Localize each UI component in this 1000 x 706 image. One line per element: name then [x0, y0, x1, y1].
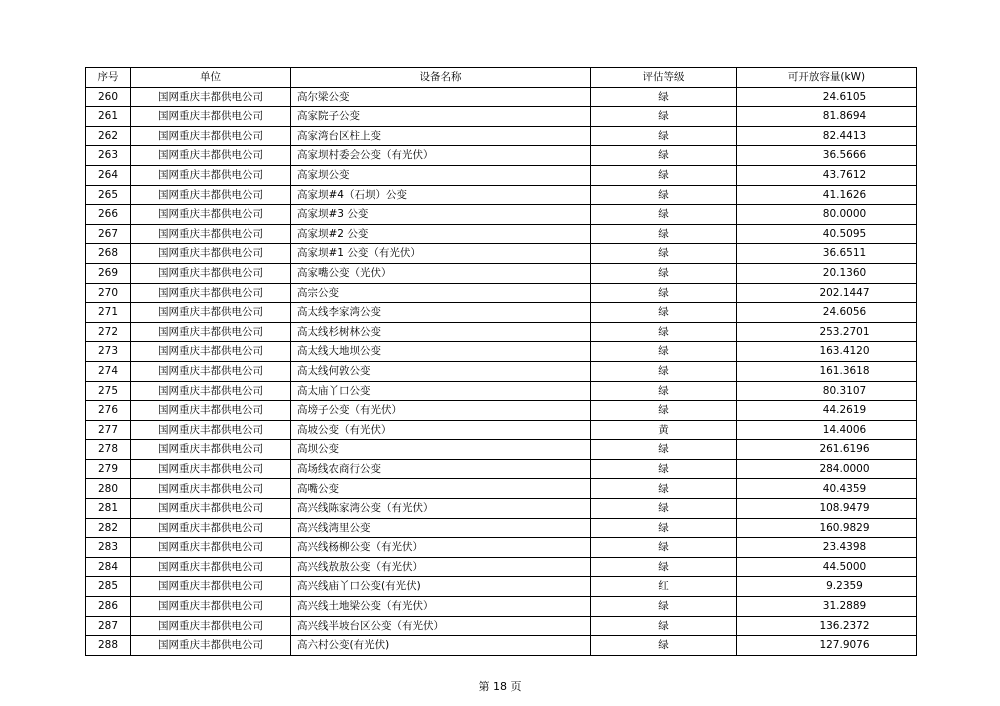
cell-seq: 284: [86, 557, 131, 577]
cell-seq: 261: [86, 107, 131, 127]
cell-rating: 绿: [591, 303, 737, 323]
table-row: [86, 459, 917, 479]
cell-device-name: 高家坝#1 公变（有光伏）: [291, 244, 591, 264]
cell-device-name: 高家院子公变: [291, 107, 591, 127]
cell-seq: 282: [86, 518, 131, 538]
cell-unit: 国网重庆丰都供电公司: [131, 185, 291, 205]
cell-seq: 260: [86, 87, 131, 107]
cell-unit: 国网重庆丰都供电公司: [131, 303, 291, 323]
cell-device-name: 高兴线敖敖公变（有光伏）: [291, 557, 591, 577]
cell-rating: 黄: [591, 420, 737, 440]
header-rating: 评估等级: [591, 68, 737, 88]
cell-unit: 国网重庆丰都供电公司: [131, 616, 291, 636]
cell-device-name: 高尔梁公变: [291, 87, 591, 107]
table-row: [86, 420, 917, 440]
table-row: [86, 185, 917, 205]
table-row: [86, 146, 917, 166]
cell-device-name: 高家坝村委会公变（有光伏）: [291, 146, 591, 166]
cell-capacity: 40.4359: [737, 479, 917, 499]
cell-capacity: 36.6511: [737, 244, 917, 264]
cell-device-name: 高家坝#2 公变: [291, 224, 591, 244]
page-number: 第 18 页: [478, 680, 522, 693]
table-row: [86, 616, 917, 636]
cell-device-name: 高场线农商行公变: [291, 459, 591, 479]
cell-seq: 278: [86, 440, 131, 460]
cell-seq: 269: [86, 263, 131, 283]
cell-unit: 国网重庆丰都供电公司: [131, 401, 291, 421]
cell-capacity: 24.6105: [737, 87, 917, 107]
capacity-table: [85, 67, 917, 656]
cell-unit: 国网重庆丰都供电公司: [131, 577, 291, 597]
cell-unit: 国网重庆丰都供电公司: [131, 361, 291, 381]
cell-rating: 绿: [591, 224, 737, 244]
cell-rating: 绿: [591, 440, 737, 460]
cell-device-name: 高兴线庙丫口公变(有光伏): [291, 577, 591, 597]
cell-capacity: 14.4006: [737, 420, 917, 440]
cell-unit: 国网重庆丰都供电公司: [131, 87, 291, 107]
cell-device-name: 高太庙丫口公变: [291, 381, 591, 401]
cell-unit: 国网重庆丰都供电公司: [131, 538, 291, 558]
cell-device-name: 高太线大地坝公变: [291, 342, 591, 362]
cell-rating: 绿: [591, 263, 737, 283]
cell-rating: 绿: [591, 244, 737, 264]
cell-capacity: 261.6196: [737, 440, 917, 460]
cell-unit: 国网重庆丰都供电公司: [131, 381, 291, 401]
cell-unit: 国网重庆丰都供电公司: [131, 557, 291, 577]
cell-unit: 国网重庆丰都供电公司: [131, 322, 291, 342]
table-row: [86, 361, 917, 381]
cell-unit: 国网重庆丰都供电公司: [131, 479, 291, 499]
cell-seq: 265: [86, 185, 131, 205]
cell-rating: 绿: [591, 87, 737, 107]
cell-seq: 276: [86, 401, 131, 421]
cell-device-name: 高太线李家湾公变: [291, 303, 591, 323]
cell-capacity: 163.4120: [737, 342, 917, 362]
cell-rating: 绿: [591, 538, 737, 558]
cell-device-name: 高家坝公变: [291, 165, 591, 185]
cell-rating: 绿: [591, 165, 737, 185]
cell-seq: 271: [86, 303, 131, 323]
cell-device-name: 高兴线半坡台区公变（有光伏）: [291, 616, 591, 636]
cell-rating: 绿: [591, 185, 737, 205]
table-row: [86, 577, 917, 597]
cell-rating: 绿: [591, 205, 737, 225]
table-row: [86, 440, 917, 460]
table-row: [86, 381, 917, 401]
cell-rating: 绿: [591, 146, 737, 166]
cell-rating: 绿: [591, 479, 737, 499]
cell-capacity: 44.2619: [737, 401, 917, 421]
cell-rating: 绿: [591, 616, 737, 636]
cell-device-name: 高家坝#4（石坝）公变: [291, 185, 591, 205]
header-device-name: 设备名称: [291, 68, 591, 88]
cell-capacity: 41.1626: [737, 185, 917, 205]
cell-device-name: 高太线何敦公变: [291, 361, 591, 381]
cell-seq: 268: [86, 244, 131, 264]
cell-capacity: 136.2372: [737, 616, 917, 636]
cell-seq: 270: [86, 283, 131, 303]
cell-capacity: 9.2359: [737, 577, 917, 597]
table-row: [86, 557, 917, 577]
cell-unit: 国网重庆丰都供电公司: [131, 440, 291, 460]
cell-unit: 国网重庆丰都供电公司: [131, 244, 291, 264]
cell-rating: 绿: [591, 459, 737, 479]
cell-capacity: 23.4398: [737, 538, 917, 558]
table-row: [86, 205, 917, 225]
table-row: [86, 342, 917, 362]
cell-unit: 国网重庆丰都供电公司: [131, 636, 291, 656]
cell-device-name: 高太线杉树林公变: [291, 322, 591, 342]
cell-capacity: 20.1360: [737, 263, 917, 283]
cell-unit: 国网重庆丰都供电公司: [131, 205, 291, 225]
cell-seq: 280: [86, 479, 131, 499]
cell-unit: 国网重庆丰都供电公司: [131, 597, 291, 617]
cell-capacity: 80.3107: [737, 381, 917, 401]
cell-capacity: 127.9076: [737, 636, 917, 656]
cell-seq: 263: [86, 146, 131, 166]
table-row: [86, 499, 917, 519]
cell-rating: 红: [591, 577, 737, 597]
header-seq: 序号: [86, 68, 131, 88]
cell-capacity: 40.5095: [737, 224, 917, 244]
cell-seq: 267: [86, 224, 131, 244]
cell-seq: 277: [86, 420, 131, 440]
cell-rating: 绿: [591, 499, 737, 519]
cell-seq: 286: [86, 597, 131, 617]
cell-capacity: 44.5000: [737, 557, 917, 577]
cell-seq: 279: [86, 459, 131, 479]
cell-rating: 绿: [591, 636, 737, 656]
cell-device-name: 高坡公变（有光伏）: [291, 420, 591, 440]
cell-unit: 国网重庆丰都供电公司: [131, 499, 291, 519]
table-row: [86, 322, 917, 342]
cell-capacity: 160.9829: [737, 518, 917, 538]
table-header-row: [86, 68, 917, 88]
cell-unit: 国网重庆丰都供电公司: [131, 165, 291, 185]
table-row: [86, 87, 917, 107]
cell-device-name: 高家坝#3 公变: [291, 205, 591, 225]
cell-device-name: 高宗公变: [291, 283, 591, 303]
table-row: [86, 538, 917, 558]
cell-unit: 国网重庆丰都供电公司: [131, 146, 291, 166]
cell-capacity: 161.3618: [737, 361, 917, 381]
cell-seq: 266: [86, 205, 131, 225]
table-row: [86, 126, 917, 146]
cell-seq: 288: [86, 636, 131, 656]
table-row: [86, 263, 917, 283]
cell-seq: 281: [86, 499, 131, 519]
table-row: [86, 165, 917, 185]
cell-capacity: 80.0000: [737, 205, 917, 225]
table-row: [86, 597, 917, 617]
header-capacity: 可开放容量(kW): [737, 68, 917, 88]
cell-capacity: 81.8694: [737, 107, 917, 127]
table-row: [86, 107, 917, 127]
cell-rating: 绿: [591, 322, 737, 342]
cell-device-name: 高兴线杨柳公变（有光伏）: [291, 538, 591, 558]
cell-capacity: 36.5666: [737, 146, 917, 166]
cell-unit: 国网重庆丰都供电公司: [131, 459, 291, 479]
cell-seq: 272: [86, 322, 131, 342]
cell-capacity: 43.7612: [737, 165, 917, 185]
cell-rating: 绿: [591, 107, 737, 127]
cell-device-name: 高兴线湾里公变: [291, 518, 591, 538]
cell-device-name: 高六村公变(有光伏): [291, 636, 591, 656]
cell-device-name: 高兴线土地梁公变（有光伏）: [291, 597, 591, 617]
table-row: [86, 224, 917, 244]
cell-capacity: 31.2889: [737, 597, 917, 617]
cell-rating: 绿: [591, 126, 737, 146]
cell-seq: 287: [86, 616, 131, 636]
cell-capacity: 284.0000: [737, 459, 917, 479]
cell-device-name: 高嘴公变: [291, 479, 591, 499]
cell-device-name: 高兴线陈家湾公变（有光伏）: [291, 499, 591, 519]
cell-unit: 国网重庆丰都供电公司: [131, 263, 291, 283]
cell-seq: 275: [86, 381, 131, 401]
cell-unit: 国网重庆丰都供电公司: [131, 518, 291, 538]
cell-unit: 国网重庆丰都供电公司: [131, 420, 291, 440]
cell-rating: 绿: [591, 401, 737, 421]
cell-unit: 国网重庆丰都供电公司: [131, 126, 291, 146]
cell-rating: 绿: [591, 557, 737, 577]
table-row: [86, 303, 917, 323]
cell-seq: 274: [86, 361, 131, 381]
cell-unit: 国网重庆丰都供电公司: [131, 224, 291, 244]
cell-device-name: 高家嘴公变（光伏）: [291, 263, 591, 283]
cell-unit: 国网重庆丰都供电公司: [131, 107, 291, 127]
cell-seq: 273: [86, 342, 131, 362]
table-row: [86, 401, 917, 421]
cell-device-name: 高塝子公变（有光伏）: [291, 401, 591, 421]
cell-capacity: 108.9479: [737, 499, 917, 519]
cell-unit: 国网重庆丰都供电公司: [131, 283, 291, 303]
cell-capacity: 253.2701: [737, 322, 917, 342]
table-row: [86, 636, 917, 656]
cell-capacity: 24.6056: [737, 303, 917, 323]
table-body: [86, 87, 917, 655]
cell-device-name: 高家湾台区柱上变: [291, 126, 591, 146]
cell-unit: 国网重庆丰都供电公司: [131, 342, 291, 362]
cell-device-name: 高坝公变: [291, 440, 591, 460]
header-unit: 单位: [131, 68, 291, 88]
table-row: [86, 479, 917, 499]
cell-capacity: 202.1447: [737, 283, 917, 303]
cell-rating: 绿: [591, 283, 737, 303]
table-row: [86, 283, 917, 303]
cell-rating: 绿: [591, 518, 737, 538]
cell-rating: 绿: [591, 342, 737, 362]
cell-capacity: 82.4413: [737, 126, 917, 146]
cell-seq: 264: [86, 165, 131, 185]
table-row: [86, 518, 917, 538]
cell-seq: 283: [86, 538, 131, 558]
cell-seq: 285: [86, 577, 131, 597]
cell-seq: 262: [86, 126, 131, 146]
cell-rating: 绿: [591, 597, 737, 617]
table-row: [86, 244, 917, 264]
cell-rating: 绿: [591, 361, 737, 381]
cell-rating: 绿: [591, 381, 737, 401]
